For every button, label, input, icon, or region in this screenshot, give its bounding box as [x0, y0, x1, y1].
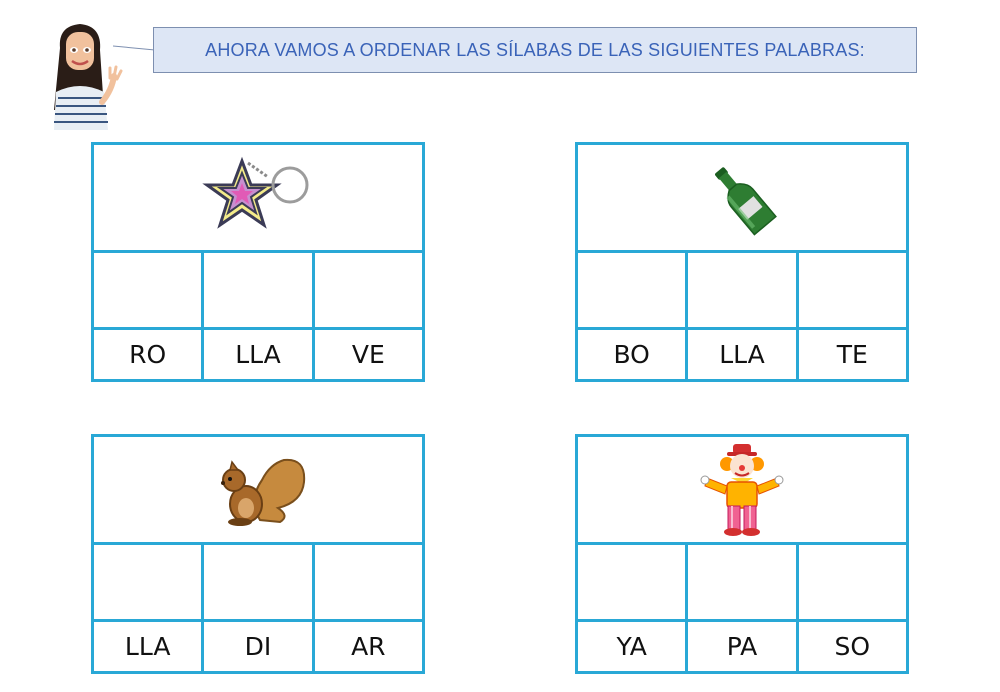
answer-slot-1[interactable] — [94, 253, 204, 327]
answer-slot-3[interactable] — [315, 253, 422, 327]
syllable-tiles — [578, 330, 906, 379]
syllable-tiles — [578, 622, 906, 671]
picture-area — [578, 437, 906, 545]
syllable-tile[interactable]: SO — [834, 632, 871, 661]
answer-slot-2[interactable] — [204, 545, 314, 619]
syllable-tile[interactable]: TE — [836, 340, 868, 369]
keychain-icon — [198, 155, 318, 241]
bottle-icon — [702, 158, 782, 238]
answer-slot-3[interactable] — [799, 545, 906, 619]
speech-connector — [113, 44, 155, 52]
syllable-tile[interactable]: BO — [578, 330, 688, 379]
squirrel-icon — [208, 450, 308, 530]
answer-slots — [94, 253, 422, 330]
answer-slot-1[interactable] — [578, 253, 688, 327]
answer-slot-2[interactable] — [688, 253, 798, 327]
picture-area — [578, 145, 906, 253]
answer-slots — [94, 545, 422, 622]
exercise-card-clown — [575, 434, 909, 674]
clown-icon — [697, 442, 787, 538]
syllable-tile[interactable]: YA — [578, 622, 688, 671]
answer-slot-3[interactable] — [799, 253, 906, 327]
instruction-banner: AHORA VAMOS A ORDENAR LAS SÍLABAS DE LAS SIGUIENTES PALABRAS: — [153, 27, 917, 73]
answer-slots — [578, 545, 906, 622]
answer-slot-2[interactable] — [688, 545, 798, 619]
syllable-tiles — [94, 622, 422, 671]
syllable-tile[interactable]: VE — [351, 340, 385, 369]
answer-slot-1[interactable] — [578, 545, 688, 619]
answer-slots — [578, 253, 906, 330]
answer-slot-3[interactable] — [315, 545, 422, 619]
exercise-card-squirrel — [91, 434, 425, 674]
teacher-avatar-icon — [50, 20, 124, 130]
picture-area — [94, 437, 422, 545]
syllable-tile[interactable]: AR — [351, 632, 386, 661]
syllable-tile[interactable]: LLA — [94, 622, 204, 671]
exercise-card-keychain — [91, 142, 425, 382]
answer-slot-1[interactable] — [94, 545, 204, 619]
syllable-tile[interactable]: PA — [688, 622, 798, 671]
syllable-tiles — [94, 330, 422, 379]
syllable-tile[interactable]: LLA — [688, 330, 798, 379]
syllable-tile[interactable]: LLA — [204, 330, 314, 379]
syllable-tile[interactable]: RO — [94, 330, 204, 379]
syllable-tile[interactable]: DI — [204, 622, 314, 671]
exercise-card-bottle — [575, 142, 909, 382]
picture-area — [94, 145, 422, 253]
answer-slot-2[interactable] — [204, 253, 314, 327]
